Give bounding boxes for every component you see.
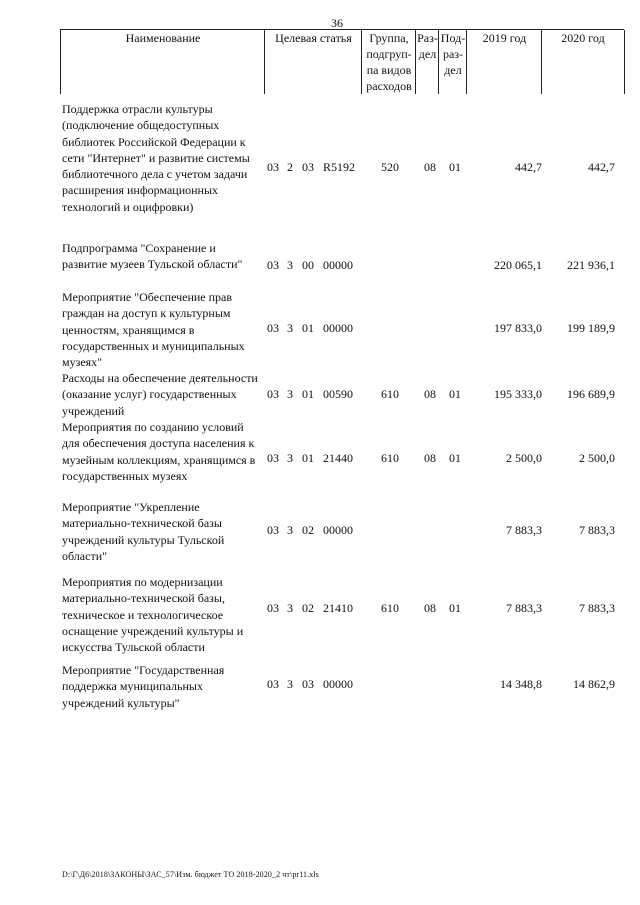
code-4: 21440: [323, 451, 353, 465]
value-2020: 221 936,1: [567, 258, 615, 272]
value-2020: 2 500,0: [579, 451, 615, 465]
code-3: 03: [302, 160, 314, 174]
row-name: Подпрограмма "Сохранение и развитие музеев Тульской области": [62, 241, 243, 272]
section-code: 08: [424, 160, 436, 174]
subsection-code: 01: [449, 601, 461, 615]
header-2020: 2020 год: [541, 30, 625, 94]
value-2019: 7 883,3: [506, 601, 542, 615]
code-2: 3: [287, 321, 293, 335]
code-3: 02: [302, 601, 314, 615]
code-2: 3: [287, 601, 293, 615]
row-name: Мероприятия по модернизации материально-технической базы, техническое и технологическое оснащение учреждений культуры и искусства Тульской области: [62, 575, 244, 655]
row-name: Мероприятия по созданию условий для обеспечения доступа населения к музейным коллекциям, хранящимся в государственных музеях: [62, 420, 256, 483]
code-4: 00000: [323, 258, 353, 272]
code-4: R5192: [323, 160, 356, 174]
code-3: 01: [302, 451, 314, 465]
code-1: 03: [267, 258, 279, 272]
value-2020: 7 883,3: [579, 601, 615, 615]
value-2019: 2 500,0: [506, 451, 542, 465]
subsection-code: 01: [449, 387, 461, 401]
value-2020: 442,7: [588, 160, 615, 174]
code-2: 3: [287, 523, 293, 537]
value-2019: 442,7: [515, 160, 542, 174]
row-name: Мероприятие "Государственная поддержка муниципальных учреждений культуры": [62, 663, 225, 710]
code-1: 03: [267, 523, 279, 537]
header-name: Наименование: [60, 30, 265, 94]
code-2: 3: [287, 387, 293, 401]
code-1: 03: [267, 601, 279, 615]
group-code: 610: [381, 387, 399, 401]
code-4: 00000: [323, 523, 353, 537]
table-header: [60, 29, 624, 94]
code-3: 02: [302, 523, 314, 537]
section-code: 08: [424, 387, 436, 401]
code-3: 01: [302, 321, 314, 335]
code-1: 03: [267, 677, 279, 691]
code-4: 21410: [323, 601, 353, 615]
code-4: 00000: [323, 677, 353, 691]
value-2019: 197 833,0: [494, 321, 542, 335]
code-1: 03: [267, 321, 279, 335]
subsection-code: 01: [449, 451, 461, 465]
code-2: 3: [287, 677, 293, 691]
value-2020: 14 862,9: [573, 677, 615, 691]
header-section: Раз- дел: [415, 30, 439, 94]
row-name: Поддержка отрасли культуры (подключение общедоступных библиотек Российской Федерации к сети "Интернет" и развитие системы библиотечного дела с учетом задачи расширения информационных технологий и оцифровки): [62, 102, 250, 214]
group-code: 610: [381, 601, 399, 615]
header-group: Группа, подгруп- па видов расходов: [361, 30, 416, 94]
code-3: 01: [302, 387, 314, 401]
code-2: 3: [287, 451, 293, 465]
section-code: 08: [424, 451, 436, 465]
section-code: 08: [424, 601, 436, 615]
code-4: 00590: [323, 387, 353, 401]
value-2019: 220 065,1: [494, 258, 542, 272]
code-1: 03: [267, 451, 279, 465]
code-4: 00000: [323, 321, 353, 335]
code-1: 03: [267, 160, 279, 174]
value-2019: 14 348,8: [500, 677, 542, 691]
subsection-code: 01: [449, 160, 461, 174]
header-subsection: Под- раз- дел: [438, 30, 467, 94]
header-2019: 2019 год: [466, 30, 542, 94]
code-3: 00: [302, 258, 314, 272]
file-path-footer: D:\Г\Д6\2018\ЗАКОНЫ\ЗАС_57\Изм. бюджет ТО 2018-2020_2 чт\pr11.xls: [62, 870, 319, 879]
code-3: 03: [302, 677, 314, 691]
code-2: 2: [287, 160, 293, 174]
group-code: 610: [381, 451, 399, 465]
value-2019: 195 333,0: [494, 387, 542, 401]
value-2020: 199 189,9: [567, 321, 615, 335]
page-number: 36: [331, 16, 343, 30]
value-2020: 7 883,3: [579, 523, 615, 537]
header-target: Целевая статья: [264, 30, 362, 94]
code-1: 03: [267, 387, 279, 401]
row-name: Мероприятие "Обеспечение прав граждан на доступ к культурным ценностям, хранящимся в государственных и муниципальных музеях": [62, 290, 245, 370]
group-code: 520: [381, 160, 399, 174]
code-2: 3: [287, 258, 293, 272]
value-2019: 7 883,3: [506, 523, 542, 537]
row-name: Расходы на обеспечение деятельности (оказание услуг) государственных учреждений: [62, 371, 258, 418]
row-name: Мероприятие "Укрепление материально-технической базы учреждений культуры Тульской области": [62, 500, 225, 563]
value-2020: 196 689,9: [567, 387, 615, 401]
